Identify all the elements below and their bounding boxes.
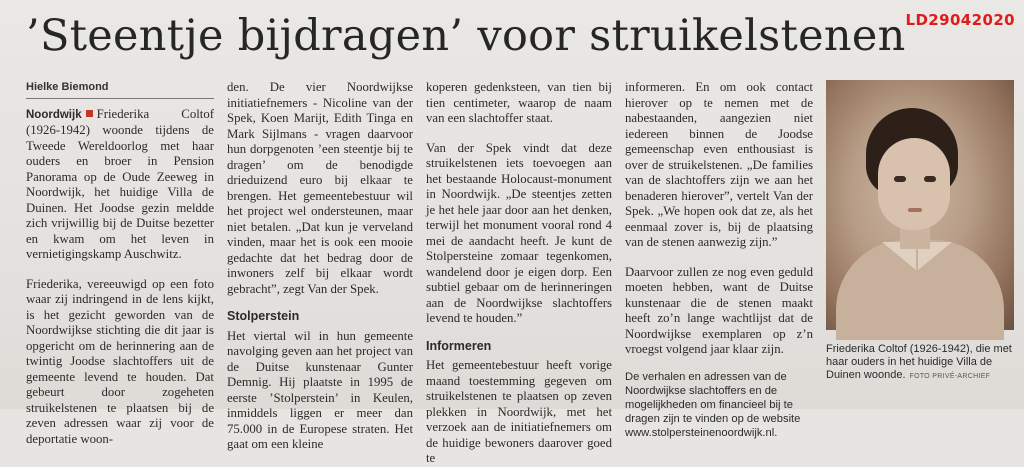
paragraph-text: Friederika Coltof (1926-1942) woonde tijdens de Tweede Wereldoorlog met haar ouders en broer in Pension Panorama op de Oude Zeeweg in Noordwijk, het huidige Villa de Duinen. Het Joodse gezin meldde zich vrijwillig bij de Duitse bezetter en kwam om het leven in vernietigingskamp Auschwitz. xyxy=(26,106,214,261)
column-2 xyxy=(227,80,413,453)
left-eye-shape xyxy=(894,176,906,182)
paragraph: Friederika, vereeuwigd op een foto waar zij indringend in de lens kijkt, is het gezicht geworden van de Noordwijkse stichting die dit jaar is opgericht om de herinnering aan de twintig Joodse slachtoffers uit de gemeente levend te houden. Dat gebeurt door zogeheten struikelstenen te plaatsen bij de zeven adressen waar zij voor de deportatie woon- xyxy=(26,276,214,446)
intro-paragraph xyxy=(26,107,214,263)
paragraph: Het gemeentebestuur heeft vorige maand toestemming gegeven om struikelstenen te plaatsen op zeven plekken in Noordwijk, met het verzoek aan de initiatiefnemers om de huidige bewoners daarover goed te xyxy=(426,358,612,465)
info-box: De verhalen en adressen van de Noordwijkse slachtoffers en de mogelijkheden om financieel bij te dragen zijn te vinden op de website www.stolpersteinenoordwijk.nl. xyxy=(625,370,801,439)
paragraph: Het viertal wil in hun gemeente navolging geven aan het project van de Duitse kunstenaar Gunter Demnig. Hij plaatste in 1995 de eerste ’Stolperstein’ in Keulen, inmiddels liggen er meer dan 75.000 in de Europese straten. Het gaat om een kleine xyxy=(227,328,413,451)
paragraph: Van der Spek vindt dat deze struikelstenen iets toevoegen aan het bestaande Holocaust-monument in Noordwijk. „De steentjes zetten je het hele jaar door aan het denken, terwijl het monument vooral rond 4 mei de aandacht heeft. Je kunt de Stolpersteine zomaar tegenkomen, wandelend door je eigen dorp. Een subtiel gebaar om de herinneringen aan de Noordwijkse slachtoffers levend te houden.” xyxy=(426,140,612,325)
paragraph: den. De vier Noordwijkse initiatiefnemers - Nicoline van der Spek, Koen Marijt, Edith Tinga en Mark Sijlmans - vragen daarvoor hun dorpgenoten ’een steentje bij te dragen’ om de benodigde drieduizend euro bij elkaar te brengen. Het gemeentebestuur wil het project wel ondersteunen, maar niet betalen. „Dat kun je verveland vinden, maar het is ook een mooie gedachte dat het bedrag door de inwoners zelf bij elkaar wordt gebracht”, zegt Van der Spek. xyxy=(227,80,413,296)
mouth-shape xyxy=(908,208,922,212)
headline: ’Steentje bijdragen’ voor struikelstenen xyxy=(26,11,906,61)
date-stamp: LD29042020 xyxy=(905,11,1015,29)
subheading-informeren: Informeren xyxy=(426,338,492,353)
dateline: Noordwijk xyxy=(26,108,82,121)
paragraph: informeren. En om ook contact hierover op te nemen met de nabestaanden, aangezien niet iedereen binnen de Joodse gemeenschap even enthousiast is over de struikelstenen. „De families van de slachtoffers zijn we aan het benaderen hierover”, vertelt Van der Spek. „We hopen ook dat ze, als het eenmaal zover is, bij de plaatsing van de stenen aanwezig zijn.” xyxy=(625,80,813,249)
column-1 xyxy=(26,80,214,447)
portrait-photo xyxy=(826,80,1014,330)
column-4 xyxy=(625,80,813,440)
face-shape xyxy=(878,138,950,230)
right-eye-shape xyxy=(924,176,936,182)
photo-credit: FOTO PRIVÉ-ARCHIEF xyxy=(909,373,991,380)
paragraph: koperen gedenksteen, van tien bij tien centimeter, waarop de naam van een slachtoffer staat. xyxy=(426,80,612,125)
paragraph: Daarvoor zullen ze nog even geduld moeten hebben, want de Duitse kunstenaar die de stenen maakt heeft zo’n lange wachtlijst dat de Noordwijkse exemplaren op z’n vroegst volgend jaar klaar zijn. xyxy=(625,264,813,356)
subheading-stolperstein: Stolperstein xyxy=(227,309,300,323)
red-square-icon xyxy=(86,110,93,117)
column-3 xyxy=(426,80,612,467)
byline: Hielke Biemond xyxy=(26,80,214,99)
caption-text: Friederika Coltof (1926-1942), die met haar ouders in het huidige Villa de Duinen woonde. xyxy=(826,343,1012,381)
photo-caption xyxy=(826,343,1018,383)
